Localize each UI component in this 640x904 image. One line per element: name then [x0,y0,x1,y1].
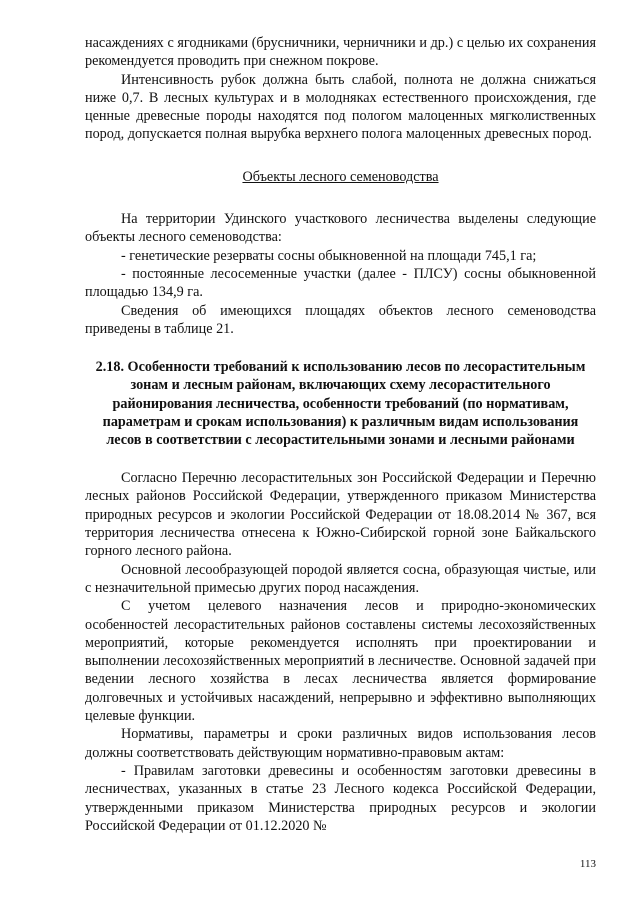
list-item: - Правилам заготовки древесины и особенностям заготовки древесины в лесничествах, указанных в статье 23 Лесного кодекса Российской Федерации, утвержденными приказом Министерства природных ресурсов и экологии Российской Федерации от 01.12.2020 № [85,762,596,834]
list-item: - генетические резерваты сосны обыкновенной на площади 745,1 га; [121,247,537,264]
page-number: 113 [579,858,596,870]
paragraph: Сведения об имеющихся площадях объектов лесного семеноводства приведены в таблице 21. [85,302,596,337]
section-heading: 2.18. Особенности требований к использованию лесов по лесорастительным зонам и лесным районам, включающих схему лесорастительного районирования лесничества, особенности требований (по нормативам, параметрам и срокам использования) к различным видам использования лесов в соответствии с лесорастительными зонами и лесными районами [95,359,586,448]
paragraph: Согласно Перечню лесорастительных зон Российской Федерации и Перечню лесных районов Российской Федерации, утвержденного приказом Министерства природных ресурсов и экологии Российской Федерации от 18.08.2014 № 367, вся территория лесничества отнесена к Южно-Сибирской горной зоне Байкальского горного лесного района. [85,470,596,560]
paragraph: Нормативы, параметры и сроки различных видов использования лесов должны соответствовать действующим нормативно-правовым актам: [85,726,596,761]
list-item: - постоянные лесосеменные участки (далее - ПЛСУ) сосны обыкновенной площадью 134,9 га. [85,265,596,301]
paragraph: На территории Удинского участкового лесничества выделены следующие объекты лесного семеноводства: [85,211,596,246]
subheading: Объекты лесного семеноводства [242,168,439,185]
paragraph: Основной лесообразующей породой является сосна, образующая чистые, или с незначительной примесью других пород насаждения. [85,561,596,596]
paragraph: С учетом целевого назначения лесов и природно-экономических особенностей лесорастительных районов составлены системы лесохозяйственных мероприятий, которые рекомендуется исполнять при проектировании и выполнении лесохозяйственных мероприятий в лесничестве. Основной задачей при ведении лесного хозяйства в лесах лесничества является формирование долговечных и устойчивых насаждений, непрерывно и эффективно выполняющих целевые функции. [85,598,596,725]
paragraph: Интенсивность рубок должна быть слабой, полнота не должна снижаться ниже 0,7. В лесных культурах и в молодняках естественного происхождения, где ценные древесные породы находятся под пологом малоценных мягколиственных пород, допускается полная вырубка верхнего полога малоценных древесных пород. [85,71,596,143]
paragraph: насаждениях с ягодниками (брусничники, черничники и др.) с целью их сохранения рекомендуется проводить при снежном покрове. [85,35,596,70]
